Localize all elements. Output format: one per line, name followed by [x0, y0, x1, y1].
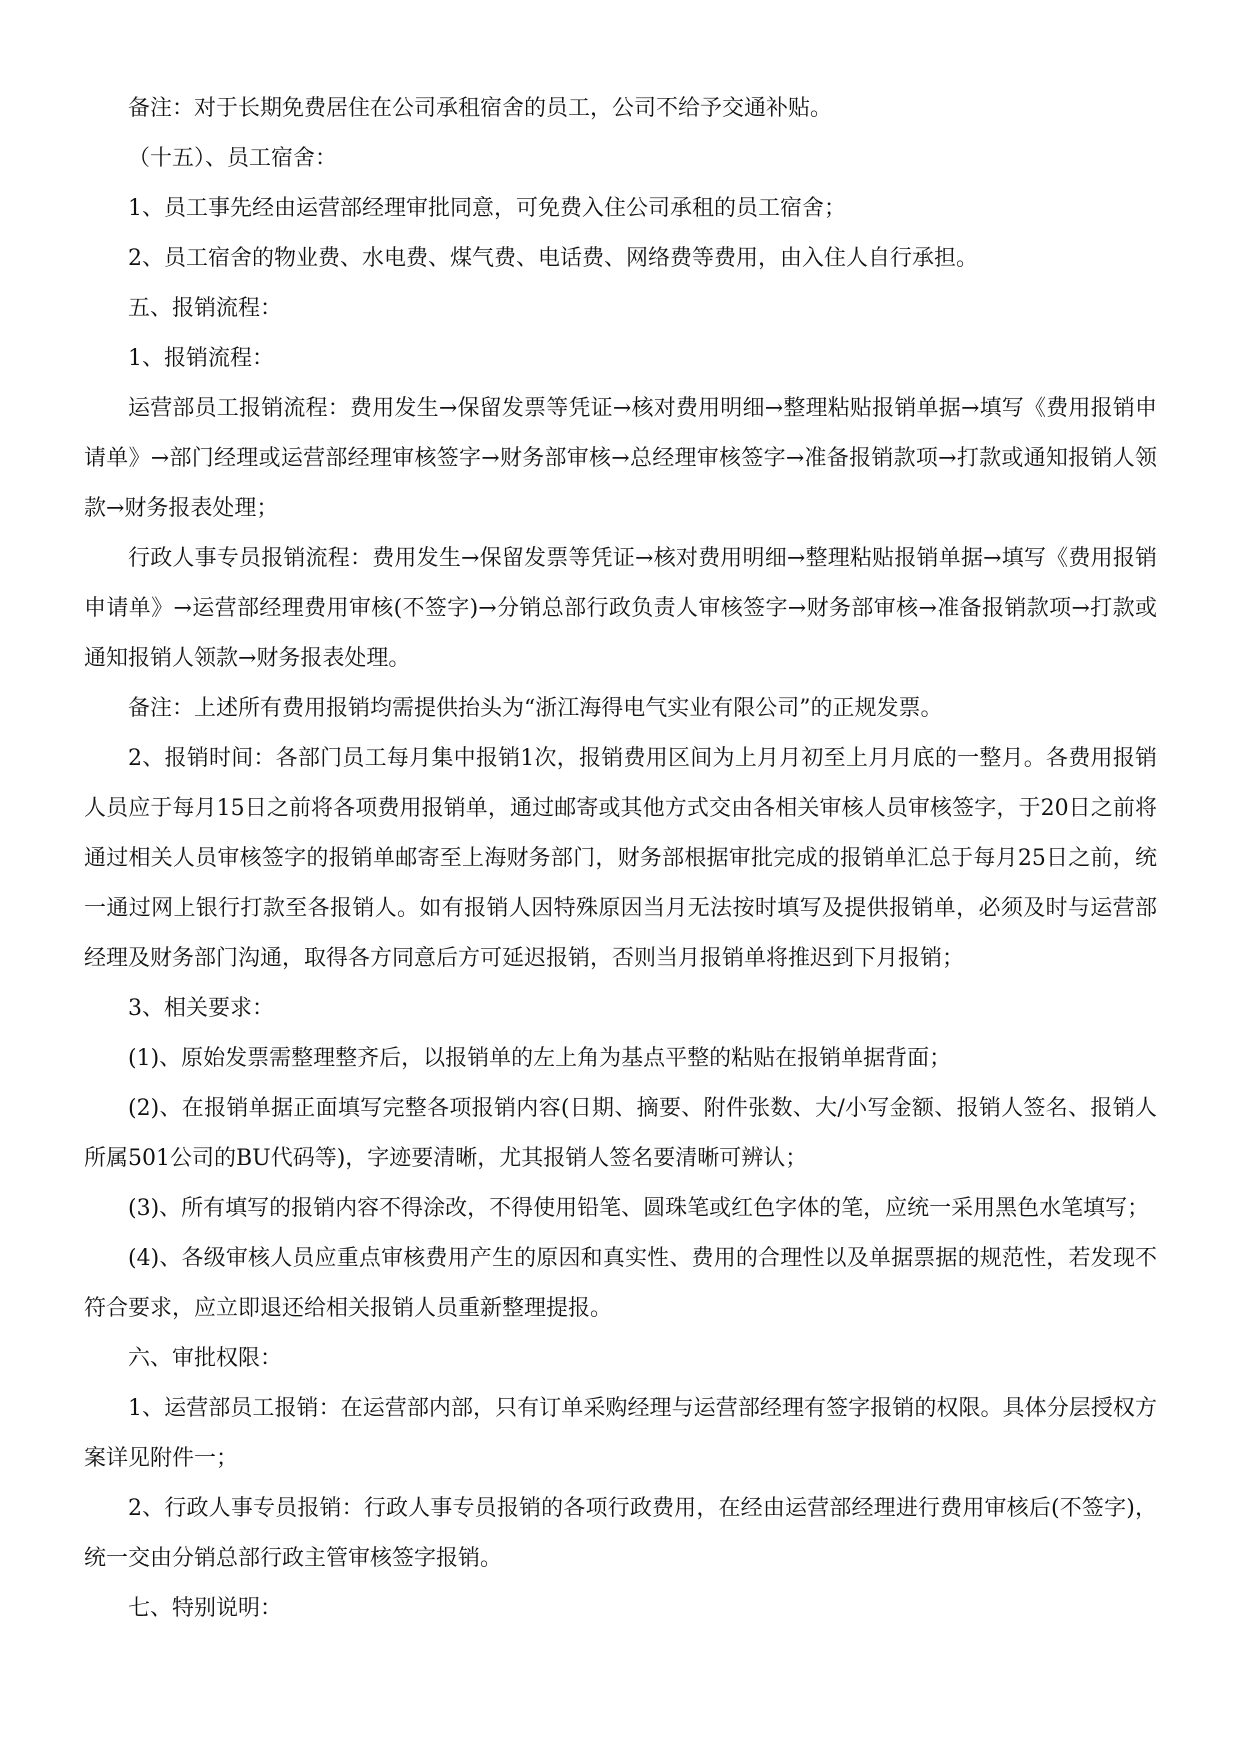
requirement-2: (2)、在报销单据正面填写完整各项报销内容(日期、摘要、附件张数、大/小写金额、报销人签名、报销人所属501公司的BU代码等)，字迹要清晰，尤其报销人签名要清晰可辨认；	[84, 1096, 1157, 1171]
subsection-reimbursement-process: 1、报销流程：	[128, 346, 274, 371]
section-reimbursement-process-heading: 五、报销流程：	[128, 296, 283, 321]
section-staff-dormitory-heading: （十五）、员工宿舍：	[128, 146, 338, 171]
dormitory-rule-1: 1、员工事先经由运营部经理审批同意，可免费入住公司承租的员工宿舍；	[128, 196, 846, 221]
requirement-1: (1)、原始发票需整理整齐后，以报销单的左上角为基点平整的粘贴在报销单据背面；	[128, 1046, 952, 1071]
admin-hr-staff-process: 行政人事专员报销流程：费用发生→保留发票等凭证→核对费用明细→整理粘贴报销单据→填写《费用报销申请单》→运营部经理费用审核(不签字)→分销总部行政负责人审核签字→财务部审核→准备报销款项→打款或通知报销人领款→财务报表处理。	[84, 546, 1157, 671]
subsection-requirements: 3、相关要求：	[128, 996, 274, 1021]
requirement-3: (3)、所有填写的报销内容不得涂改，不得使用铅笔、圆珠笔或红色字体的笔，应统一采用黑色水笔填写；	[128, 1196, 1150, 1221]
approval-operations-staff: 1、运营部员工报销：在运营部内部，只有订单采购经理与运营部经理有签字报销的权限。具体分层授权方案详见附件一；	[84, 1396, 1157, 1471]
reimbursement-time: 2、报销时间：各部门员工每月集中报销1次，报销费用区间为上月月初至上月月底的一整月。各费用报销人员应于每月15日之前将各项费用报销单，通过邮寄或其他方式交由各相关审核人员审核签字，于20日之前将通过相关人员审核签字的报销单邮寄至上海财务部门，财务部根据审批完成的报销单汇总于每月25日之前，统一通过网上银行打款至各报销人。如有报销人因特殊原因当月无法按时填写及提供报销单，必须及时与运营部经理及财务部门沟通，取得各方同意后方可延迟报销，否则当月报销单将推迟到下月报销；	[84, 746, 1157, 971]
note-no-transport-subsidy: 备注：对于长期免费居住在公司承租宿舍的员工，公司不给予交通补贴。	[128, 96, 833, 121]
section-special-notes-heading: 七、特别说明：	[128, 1596, 283, 1621]
dormitory-rule-2: 2、员工宿舍的物业费、水电费、煤气费、电话费、网络费等费用，由入住人自行承担。	[128, 246, 978, 271]
approval-admin-hr-staff: 2、行政人事专员报销：行政人事专员报销的各项行政费用，在经由运营部经理进行费用审核后(不签字)，统一交由分销总部行政主管审核签字报销。	[84, 1496, 1157, 1571]
requirement-4: (4)、各级审核人员应重点审核费用产生的原因和真实性、费用的合理性以及单据票据的规范性，若发现不符合要求，应立即退还给相关报销人员重新整理提报。	[84, 1246, 1157, 1321]
note-invoice-title: 备注：上述所有费用报销均需提供抬头为“浙江海得电气实业有限公司”的正规发票。	[128, 696, 943, 721]
operations-staff-process: 运营部员工报销流程：费用发生→保留发票等凭证→核对费用明细→整理粘贴报销单据→填写《费用报销申请单》→部门经理或运营部经理审核签字→财务部审核→总经理审核签字→准备报销款项→打款或通知报销人领款→财务报表处理；	[84, 396, 1157, 521]
section-approval-authority-heading: 六、审批权限：	[128, 1346, 283, 1371]
